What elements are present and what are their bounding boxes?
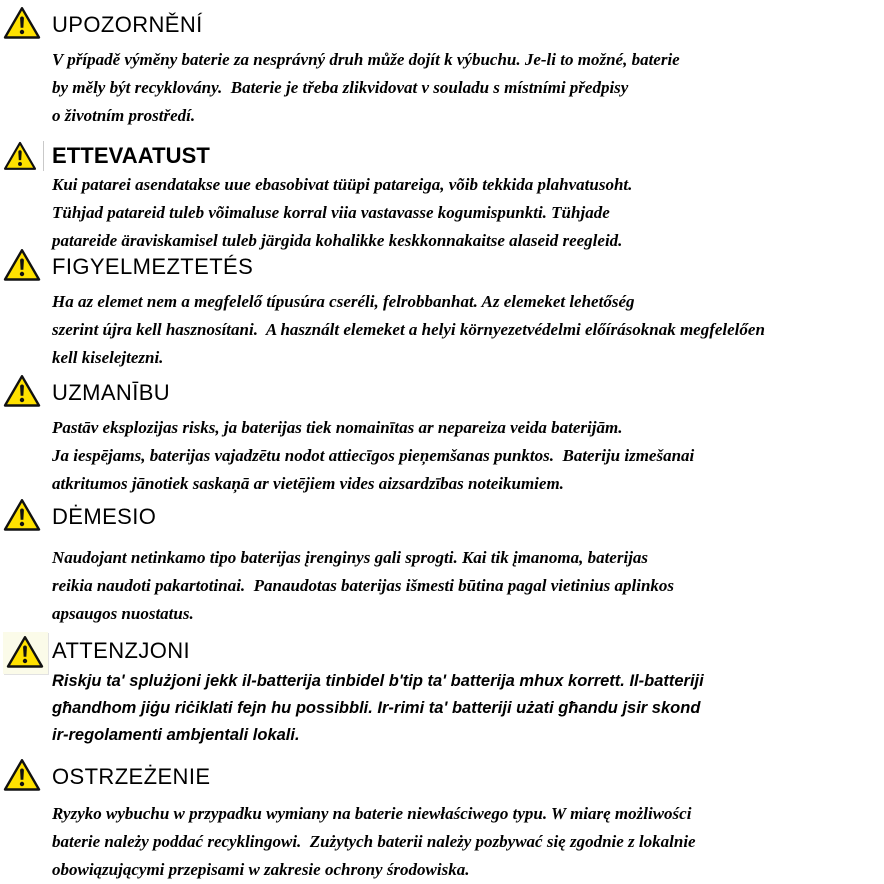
warning-icon-column [0, 374, 52, 498]
warning-icon-column [0, 248, 52, 372]
warning-icon-column [0, 632, 52, 749]
warning-body [52, 544, 880, 628]
warning-text-column [52, 248, 880, 372]
warning-text-line: kell kiselejtezni. [52, 348, 164, 367]
warning-text-column [52, 141, 880, 255]
warning-text-line: ir-regolamenti ambjentali lokali. [52, 726, 300, 744]
warning-icon-column [0, 758, 52, 884]
warning-section-lithuanian [0, 498, 880, 628]
warning-section-estonian [0, 141, 880, 255]
warning-triangle-icon [3, 374, 41, 408]
warning-section-polish [0, 758, 880, 884]
warning-text-column [52, 6, 880, 130]
warning-heading: DĖMESIO [52, 504, 157, 529]
warning-text-line: atkritumos jānotiek saskaņā ar vietējiem vides aizsardzības noteikumiem. [52, 474, 564, 493]
warning-text-column [52, 374, 880, 498]
warning-text-line: Ryzyko wybuchu w przypadku wymiany na baterie niewłaściwego typu. W miarę możliwości [52, 804, 692, 823]
warning-section-maltese [0, 632, 880, 749]
warning-body [52, 46, 880, 130]
warning-text-line: reikia naudoti pakartotinai. Panaudotas baterijas išmesti būtina pagal vietinius aplinkos [52, 576, 675, 595]
warning-icon-column [0, 6, 52, 130]
warning-text-line: o životním prostředí. [52, 106, 196, 125]
warning-icon-frame [3, 632, 48, 674]
warning-triangle-icon [3, 758, 41, 792]
warning-icon-column [0, 498, 52, 628]
warning-text-line: Tühjad patareid tuleb võimaluse korral viia vastavasse kogumispunkti. Tühjade [52, 203, 610, 222]
warning-section-latvian [0, 374, 880, 498]
warning-heading: FIGYELMEZTETÉS [52, 254, 254, 279]
warning-heading: ATTENZJONI [52, 638, 191, 663]
warning-section-czech [0, 6, 880, 130]
warning-text-column [52, 498, 880, 628]
warning-text-line: Riskju ta' splużjoni jekk il-batterija tinbidel b'tip ta' batterija mhux korrett. Il-batteriji [52, 672, 704, 690]
warning-text-column [52, 632, 880, 749]
warning-heading: UPOZORNĚNÍ [52, 12, 203, 37]
warning-text-line: Ja iespējams, baterijas vajadzētu nodot attiecīgos pieņemšanas punktos. Bateriju izmešanai [52, 446, 695, 465]
warning-heading: UZMANĪBU [52, 380, 171, 405]
warning-text-line: għandhom jiġu riċiklati fejn hu possibbli. Ir-rimi ta' batteriji użati għandu jsir skond [52, 699, 701, 717]
warning-text-line: Kui patarei asendatakse uue ebasobivat tüüpi patareiga, võib tekkida plahvatusoht. [52, 175, 633, 194]
warning-text-line: apsaugos nuostatus. [52, 604, 194, 623]
warning-triangle-icon [3, 141, 37, 171]
warning-text-line: V případě výměny baterie za nesprávný druh může dojít k výbuchu. Je-li to možné, baterie [52, 50, 680, 69]
warning-section-hungarian [0, 248, 880, 372]
warning-heading: ETTEVAATUST [52, 143, 210, 168]
warning-text-line: obowiązującymi przepisami w zakresie ochrony środowiska. [52, 860, 470, 879]
warning-text-line: Ha az elemet nem a megfelelő típusúra cseréli, felrobbanhat. Az elemeket lehetőség [52, 292, 635, 311]
warning-text-line: Naudojant netinkamo tipo baterijas įrenginys gali sprogti. Kai tik įmanoma, baterijas [52, 548, 649, 567]
warning-icon-column [0, 141, 52, 255]
warning-text-line: by měly být recyklovány. Baterie je třeba zlikvidovat v souladu s místními předpisy [52, 78, 629, 97]
warning-body [52, 800, 880, 884]
warning-body [52, 414, 880, 498]
warning-body [52, 668, 880, 749]
warning-body [52, 171, 880, 255]
warning-text-line: patareide äraviskamisel tuleb järgida kohalikke keskkonnakaitse alaseid reegleid. [52, 231, 623, 250]
warning-triangle-icon [3, 248, 41, 282]
warning-text-line: baterie należy poddać recyklingowi. Zużytych baterii należy pozbywać się zgodnie z lokalnie [52, 832, 696, 851]
warning-triangle-icon [3, 6, 41, 40]
warning-body [52, 288, 880, 372]
warning-text-column [52, 758, 880, 884]
warning-text-line: szerint újra kell hasznosítani. A használt elemeket a helyi környezetvédelmi előírásoknak megfelelően [52, 320, 765, 339]
warning-triangle-icon [6, 635, 44, 669]
warning-icon-frame [3, 141, 44, 171]
warning-text-line: Pastāv eksplozijas risks, ja baterijas tiek nomainītas ar nepareiza veida baterijām. [52, 418, 623, 437]
warning-triangle-icon [3, 498, 41, 532]
warning-heading: OSTRZEŻENIE [52, 764, 211, 789]
